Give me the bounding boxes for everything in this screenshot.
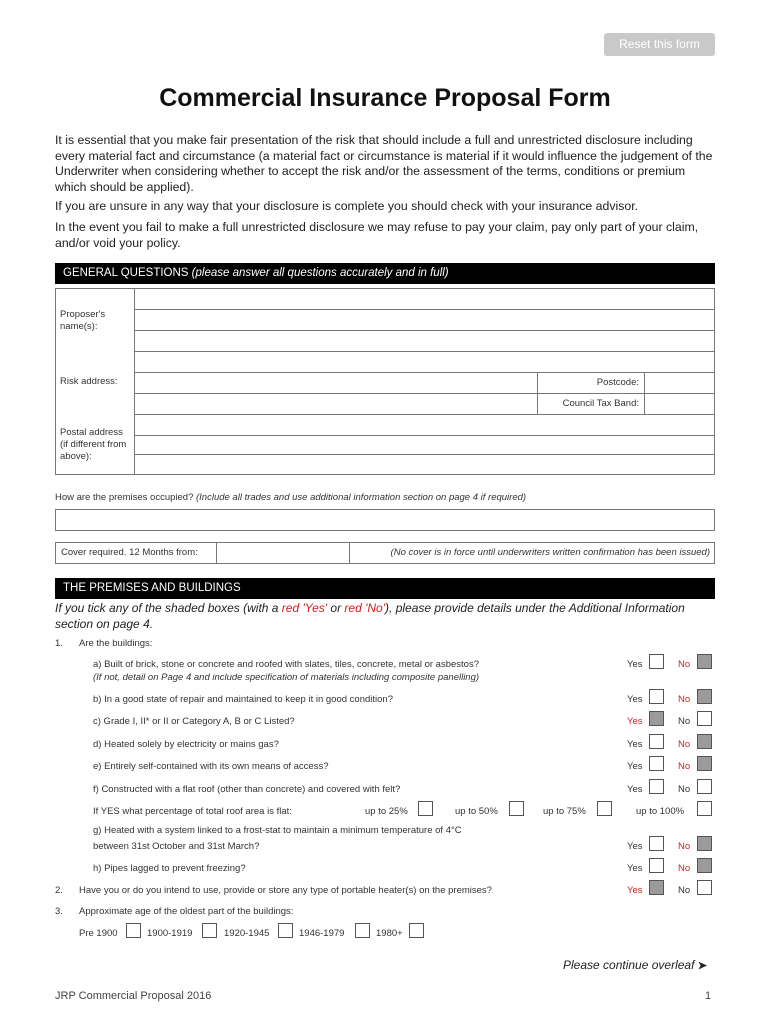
q1h-no-checkbox[interactable] [697, 858, 712, 873]
q1b-no-checkbox[interactable] [697, 689, 712, 704]
postal-address-field-3[interactable] [134, 454, 715, 475]
intro-paragraph-2: If you are unsure in any way that your disclosure is complete you should check with your insurance advisor. [55, 199, 639, 213]
intro-paragraph-3: In the event you fail to make a full unrestricted disclosure we may refuse to pay your claim, pay only part of your claim, and/or void your policy. [55, 220, 699, 250]
q1c-yes-label: Yes [627, 716, 643, 727]
cover-date-field[interactable] [216, 542, 350, 564]
occupied-question [55, 492, 526, 503]
pct-75-checkbox[interactable] [597, 801, 612, 816]
intro-paragraph-1: It is essential that you make fair presentation of the risk that should include a full and unrestricted disclosure including every material fact and circumstance (a material fact or circumstance is material if it would influence the judgement of the Underwriter when considering whether to accept the risk and/or the assessment of the terms, conditions or premium which should be applied). [55, 133, 713, 194]
q1a-no-label: No [678, 659, 691, 670]
occupied-field[interactable] [55, 509, 715, 531]
pct-25-label: up to 25% [365, 806, 408, 817]
q1f-yes-label: Yes [627, 784, 643, 795]
q1h-yes-checkbox[interactable] [649, 858, 664, 873]
q1e-yes-checkbox[interactable] [649, 756, 664, 771]
q1h-text: h) Pipes lagged to prevent freezing? [93, 863, 246, 874]
q1d-yes-checkbox[interactable] [649, 734, 664, 749]
q1a-yes-label: Yes [627, 659, 643, 670]
q1f-no-label: No [678, 784, 691, 795]
q2-no-checkbox[interactable] [697, 880, 712, 895]
q1c-no-checkbox[interactable] [697, 711, 712, 726]
pct-50-checkbox[interactable] [509, 801, 524, 816]
council-tax-field[interactable] [644, 393, 715, 415]
note-red-no: red 'No' [344, 601, 386, 615]
postal-address-field-1[interactable] [134, 414, 715, 436]
premises-title: THE PREMISES AND BUILDINGS [63, 582, 241, 594]
postcode-label: Postcode: [596, 377, 639, 388]
q1d-no-checkbox[interactable] [697, 734, 712, 749]
pct-100-label: up to 100% [636, 806, 685, 817]
risk-address-field-3[interactable] [134, 393, 538, 415]
q1e-text: e) Entirely self-contained with its own means of access? [93, 761, 329, 772]
risk-address-field-1[interactable] [134, 351, 715, 373]
cover-label-cell [55, 542, 217, 564]
cover-note: (No cover is in force until underwriters written confirmation has been issued) [390, 547, 710, 558]
premises-header [55, 578, 715, 599]
occupied-question-text: How are the premises occupied? [55, 492, 194, 503]
q1h-yes-label: Yes [627, 863, 643, 874]
q1f-yes-checkbox[interactable] [649, 779, 664, 794]
page-title: Commercial Insurance Proposal Form [159, 84, 611, 112]
age-1980plus-label: 1980+ [376, 928, 403, 939]
age-1946-1979-checkbox[interactable] [355, 923, 370, 938]
pct-75-label: up to 75% [543, 806, 586, 817]
general-questions-subtitle: (please answer all questions accurately and in full) [191, 267, 449, 279]
page-number: 1 [705, 990, 712, 1002]
age-1900-1919-checkbox[interactable] [202, 923, 217, 938]
age-pre1900-checkbox[interactable] [126, 923, 141, 938]
q1f-text: f) Constructed with a flat roof (other than concrete) and covered with felt? [93, 784, 401, 795]
q2-no-label: No [678, 885, 691, 896]
q1g-text: g) Heated with a system linked to a frost-stat to maintain a minimum temperature of 4°C [93, 825, 462, 836]
q1c-no-label: No [678, 716, 691, 727]
general-questions-title: GENERAL QUESTIONS [63, 267, 189, 279]
q1a-text: a) Built of brick, stone or concrete and roofed with slates, tiles, concrete, metal or asbestos? [93, 659, 479, 670]
postal-address-field-2[interactable] [134, 435, 715, 455]
q1g-yes-label: Yes [627, 841, 643, 852]
risk-address-field-2[interactable] [134, 372, 538, 394]
q1g-yes-checkbox[interactable] [649, 836, 664, 851]
q2-yes-label: Yes [627, 885, 643, 896]
q1b-text: b) In a good state of repair and maintained to keep it in good condition? [93, 694, 393, 705]
age-pre1900-label: Pre 1900 [79, 928, 118, 939]
risk-address-label: Risk address: [60, 376, 118, 387]
council-tax-label-cell [537, 393, 645, 415]
general-questions-header [55, 263, 715, 284]
q2-yes-checkbox[interactable] [649, 880, 664, 895]
proposer-label: Proposer's name(s): [60, 309, 106, 332]
pct-100-checkbox[interactable] [697, 801, 712, 816]
q1e-no-checkbox[interactable] [697, 756, 712, 771]
proposer-name-field-1[interactable] [134, 288, 715, 310]
age-1946-1979-label: 1946-1979 [299, 928, 345, 939]
age-1980plus-checkbox[interactable] [409, 923, 424, 938]
reset-form-button[interactable]: Reset this form [604, 33, 715, 56]
proposer-name-field-2[interactable] [134, 309, 715, 331]
age-1920-1945-label: 1920-1945 [224, 928, 270, 939]
q1d-text: d) Heated solely by electricity or mains gas? [93, 739, 279, 750]
council-tax-label: Council Tax Band: [562, 398, 639, 409]
proposer-name-field-3[interactable] [134, 330, 715, 352]
postcode-field[interactable] [644, 372, 715, 394]
q1f-no-checkbox[interactable] [697, 779, 712, 794]
q1g-no-label: No [678, 841, 691, 852]
q1a-no-checkbox[interactable] [697, 654, 712, 669]
q3-number: 3. [55, 906, 63, 917]
q1d-no-label: No [678, 739, 691, 750]
age-1920-1945-checkbox[interactable] [278, 923, 293, 938]
q1e-yes-label: Yes [627, 761, 643, 772]
q1-text: Are the buildings: [79, 638, 153, 649]
pct-50-label: up to 50% [455, 806, 498, 817]
q1h-no-label: No [678, 863, 691, 874]
age-1900-1919-label: 1900-1919 [147, 928, 193, 939]
q1g-text-2: between 31st October and 31st March? [93, 841, 260, 852]
q1g-no-checkbox[interactable] [697, 836, 712, 851]
occupied-question-note: (Include all trades and use additional information section on page 4 if required) [196, 492, 527, 503]
q1a-yes-checkbox[interactable] [649, 654, 664, 669]
q3-text: Approximate age of the oldest part of the buildings: [79, 906, 294, 917]
q1e-no-label: No [678, 761, 691, 772]
q1b-no-label: No [678, 694, 691, 705]
arrow-right-icon: ➤ [697, 960, 707, 972]
q1a-note: (If not, detail on Page 4 and include specification of materials including composite panelling) [93, 672, 480, 683]
shaded-boxes-note: If you tick any of the shaded boxes (with a red 'Yes' or red 'No'), please provide details under the Additional Information section on page 4. [55, 601, 685, 631]
note-red-yes: red 'Yes' [281, 601, 328, 615]
cover-label: Cover required. 12 Months from: [61, 547, 198, 558]
pct-25-checkbox[interactable] [418, 801, 433, 816]
q1c-yes-checkbox[interactable] [649, 711, 664, 726]
q1f-sub-text: If YES what percentage of total roof area is flat: [93, 806, 292, 817]
postcode-label-cell [537, 372, 645, 394]
continue-text: Please continue overleaf [563, 958, 695, 972]
q2-text: Have you or do you intend to use, provide or store any type of portable heater(s) on the premises? [79, 885, 492, 896]
q1d-yes-label: Yes [627, 739, 643, 750]
footer-title: JRP Commercial Proposal 2016 [55, 990, 212, 1002]
q1b-yes-checkbox[interactable] [649, 689, 664, 704]
cover-note-cell [349, 542, 715, 564]
q1b-yes-label: Yes [627, 694, 643, 705]
q1c-text: c) Grade I, II* or II or Category A, B or C Listed? [93, 716, 295, 727]
continue-overleaf [563, 958, 707, 972]
postal-address-label: Postal address (if different from above): [60, 427, 127, 462]
q2-number: 2. [55, 885, 63, 896]
q1-number: 1. [55, 638, 63, 649]
